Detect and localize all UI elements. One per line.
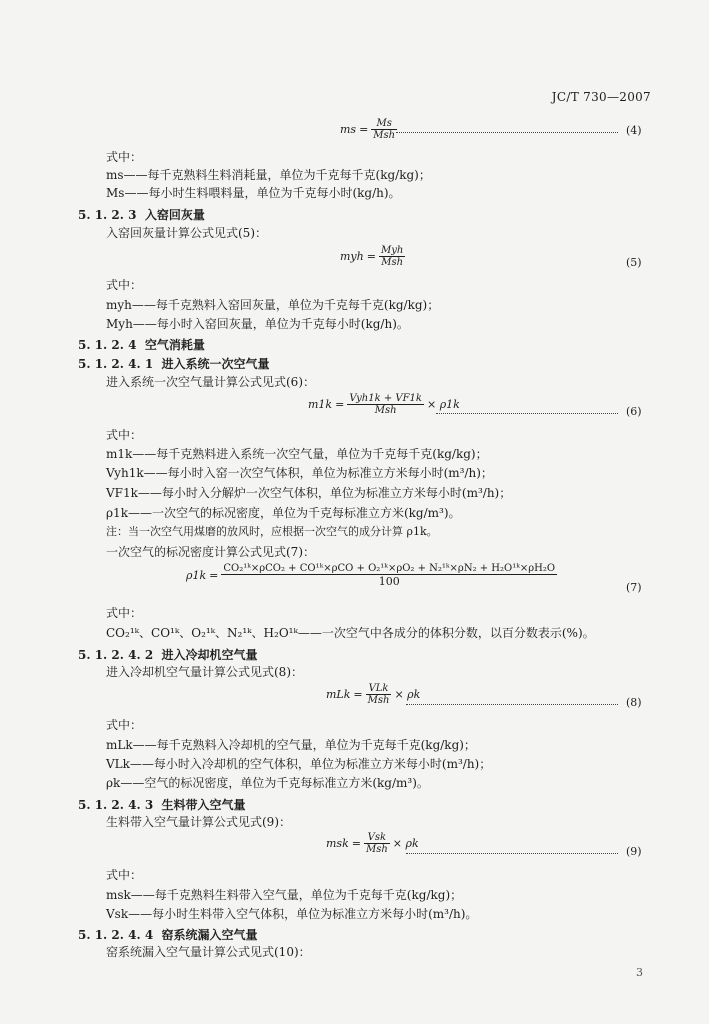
variable-definition: VF1k——每小时入分解炉一次空气体积，单位为标准立方米每小时(m³/h)； bbox=[106, 486, 512, 500]
eq4-fraction: $\frac{Ms}{\text{Msh}}$ bbox=[373, 118, 396, 141]
leader-dots bbox=[406, 853, 618, 854]
variable-definition: Vsk——每小时生料带入空气体积，单位为标准立方米每小时(m³/h)。 bbox=[106, 907, 478, 921]
equation-5: myh = $\frac{\text{Myh}}{\text{Msh}}$ bbox=[340, 245, 404, 268]
equation-number: (4) bbox=[626, 124, 642, 137]
variable-definition: CO₂¹ᵏ、CO¹ᵏ、O₂¹ᵏ、N₂¹ᵏ、H₂O¹ᵏ——一次空气中各成分的体积分数，以百分数表示(%)。 bbox=[106, 626, 595, 640]
variable-definition: msk——每千克熟料生料带入空气量，单位为千克每千克(kg/kg)； bbox=[106, 888, 463, 902]
leader-dots bbox=[396, 132, 618, 133]
page-number: 3 bbox=[636, 966, 643, 979]
where-label: 式中： bbox=[106, 868, 143, 882]
equation-8: mLk = $\frac{\text{VLk}}{\text{Msh}}$ × ρk bbox=[326, 683, 421, 706]
section-heading: 5. 1. 2. 4. 4 窑系统漏入空气量 bbox=[78, 928, 258, 942]
variable-definition: Myh——每小时入窑回灰量，单位为千克每小时(kg/h)。 bbox=[106, 317, 409, 331]
paragraph: 进入冷却机空气量计算公式见式(8)： bbox=[106, 665, 303, 679]
variable-definition: ρ1k——一次空气的标况密度，单位为千克每标准立方米(kg/m³)。 bbox=[106, 506, 461, 520]
equation-4: ms = $\frac{Ms}{\text{Msh}}$ bbox=[340, 118, 396, 141]
equation-number: (5) bbox=[626, 256, 642, 269]
section-heading: 5. 1. 2. 4. 1 进入系统一次空气量 bbox=[78, 357, 270, 371]
variable-definition: mLk——每千克熟料入冷却机的空气量，单位为千克每千克(kg/kg)； bbox=[106, 738, 476, 752]
section-heading: 5. 1. 2. 4. 2 进入冷却机空气量 bbox=[78, 648, 258, 662]
equation-number: (8) bbox=[626, 696, 642, 709]
variable-definition: Ms——每小时生料喂料量，单位为千克每小时(kg/h)。 bbox=[106, 186, 401, 200]
where-label: 式中： bbox=[106, 428, 143, 442]
note: 注：当一次空气用煤磨的放风时，应根据一次空气的成分计算 ρ1k。 bbox=[106, 525, 438, 538]
variable-definition: Vyh1k——每小时入窑一次空气体积，单位为标准立方米每小时(m³/h)； bbox=[106, 466, 493, 480]
variable-definition: m1k——每千克熟料进入系统一次空气量，单位为千克每千克(kg/kg)； bbox=[106, 447, 488, 461]
equation-number: (6) bbox=[626, 405, 642, 418]
variable-definition: ms——每千克熟料生料消耗量，单位为千克每千克(kg/kg)； bbox=[106, 168, 431, 182]
variable-definition: myh——每千克熟料入窑回灰量，单位为千克每千克(kg/kg)； bbox=[106, 298, 440, 312]
where-label: 式中： bbox=[106, 718, 143, 732]
equation-number: (7) bbox=[626, 581, 642, 594]
leader-dots bbox=[436, 413, 618, 414]
variable-definition: ρk——空气的标况密度，单位为千克每标准立方米(kg/m³)。 bbox=[106, 776, 429, 790]
leader-dots bbox=[406, 704, 618, 705]
eq4-lhs: ms bbox=[340, 123, 357, 136]
equation-6: m1k = $\frac{\text{Vyh1k + VF1k}}{\text{Msh}}$ × ρ1k bbox=[308, 393, 460, 416]
equation-7: ρ1k = $\frac{\text{CO₂¹ᵏ×ρCO₂ + CO¹ᵏ×ρCO + O₂¹ᵏ×ρO₂ + N₂¹ᵏ×ρN₂ + H₂O¹ᵏ×ρH₂O}}{100}$ bbox=[186, 563, 556, 588]
paragraph: 一次空气的标况密度计算公式见式(7)： bbox=[106, 545, 315, 559]
paragraph: 生料带入空气量计算公式见式(9)： bbox=[106, 815, 291, 829]
section-heading: 5. 1. 2. 4 空气消耗量 bbox=[78, 338, 205, 352]
equation-9: msk = $\frac{\text{Vsk}}{\text{Msh}}$ × ρk bbox=[326, 832, 419, 855]
where-label: 式中： bbox=[106, 150, 143, 164]
equation-number: (9) bbox=[626, 845, 642, 858]
standard-number: JC/T 730—2007 bbox=[551, 90, 651, 104]
where-label: 式中： bbox=[106, 606, 143, 620]
paragraph: 入窑回灰量计算公式见式(5)： bbox=[106, 226, 267, 240]
where-label: 式中： bbox=[106, 278, 143, 292]
section-heading: 5. 1. 2. 3 入窑回灰量 bbox=[78, 208, 205, 222]
section-heading: 5. 1. 2. 4. 3 生料带入空气量 bbox=[78, 798, 246, 812]
paragraph: 窑系统漏入空气量计算公式见式(10)： bbox=[106, 945, 311, 959]
paragraph: 进入系统一次空气量计算公式见式(6)： bbox=[106, 375, 315, 389]
variable-definition: VLk——每小时入冷却机的空气体积，单位为标准立方米每小时(m³/h)； bbox=[106, 757, 492, 771]
